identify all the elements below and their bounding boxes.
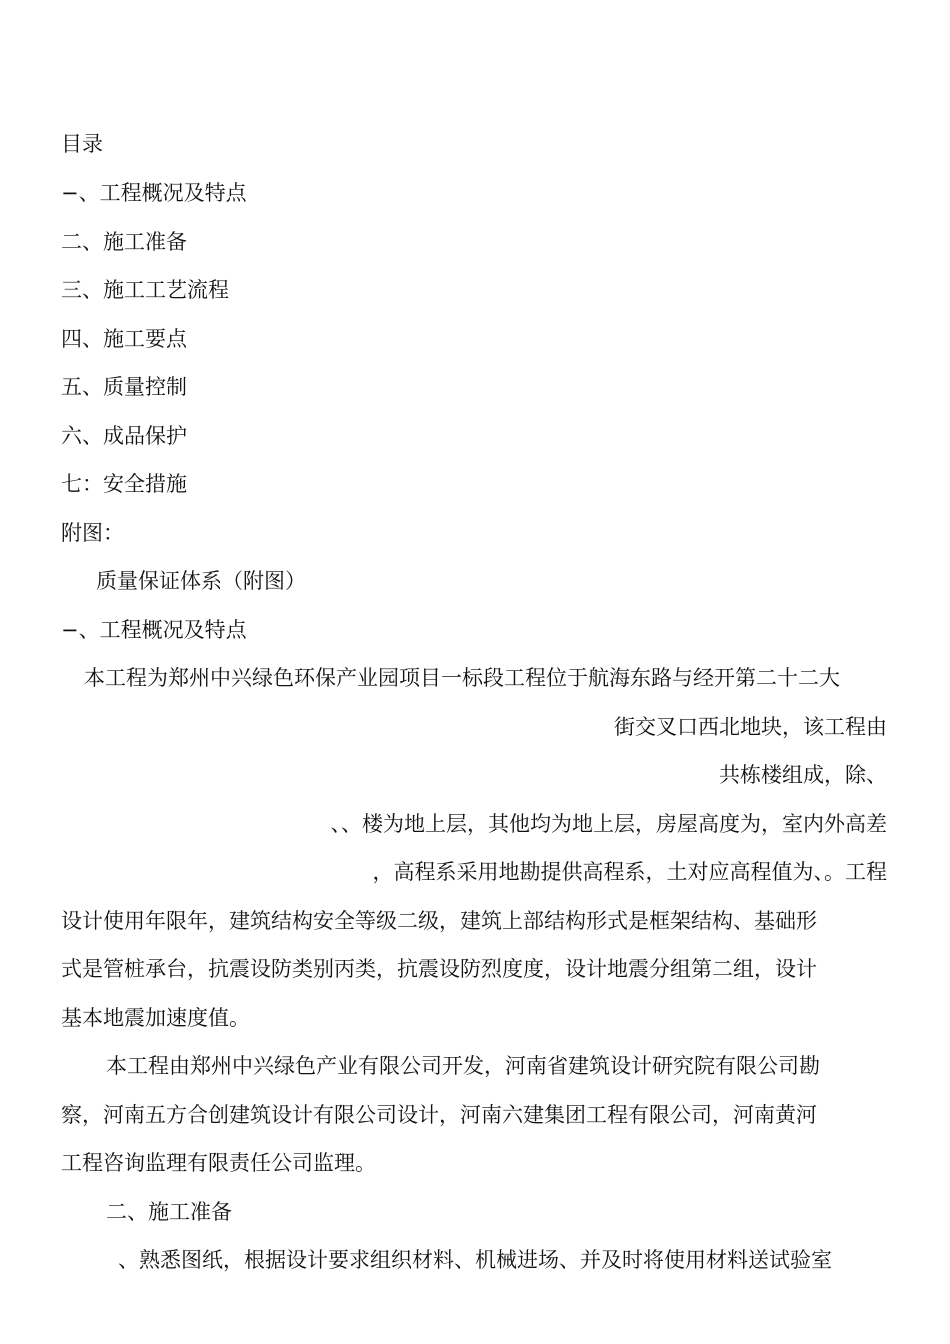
paragraph-line: 设计使用年限年，建筑结构安全等级二级，建筑上部结构形式是框架结构、基础形 xyxy=(61,909,817,933)
paragraph-line: 共栋楼组成，除、 xyxy=(719,763,887,787)
paragraph-line: ，高程系采用地勘提供高程系，土对应高程值为、。工程 xyxy=(372,860,887,884)
toc-title: 目录 xyxy=(61,132,103,156)
appendix-item: 质量保证体系（附图） xyxy=(96,569,306,593)
toc-item: 七：安全措施 xyxy=(61,472,187,496)
toc-item: 二、施工准备 xyxy=(61,230,187,254)
paragraph-line: 街交叉口西北地块，该工程由 xyxy=(614,715,887,739)
paragraph-line: 工程咨询监理有限责任公司监理。 xyxy=(61,1151,376,1175)
paragraph-line: 本工程为郑州中兴绿色环保产业园项目一标段工程位于航海东路与经开第二十二大 xyxy=(84,666,840,690)
paragraph-line: 基本地震加速度值。 xyxy=(61,1006,250,1030)
toc-item: 四、施工要点 xyxy=(61,327,187,351)
toc-item: −、工程概况及特点 xyxy=(61,181,247,205)
paragraph-line: 式是管桩承台，抗震设防类别丙类，抗震设防烈度度，设计地震分组第二组，设计 xyxy=(61,957,817,981)
toc-item: 六、成品保护 xyxy=(61,424,187,448)
paragraph-line: 、熟悉图纸，根据设计要求组织材料、机械进场、并及时将使用材料送试验室 xyxy=(118,1248,832,1272)
section-heading: −、工程概况及特点 xyxy=(61,618,247,642)
toc-item: 三、施工工艺流程 xyxy=(61,278,229,302)
paragraph-line: 本工程由郑州中兴绿色产业有限公司开发，河南省建筑设计研究院有限公司勘 xyxy=(106,1054,820,1078)
paragraph-line: 、、楼为地上层，其他均为地上层，房屋高度为，室内外高差 xyxy=(330,812,887,836)
appendix-label: 附图： xyxy=(61,521,124,545)
paragraph-line: 察，河南五方合创建筑设计有限公司设计，河南六建集团工程有限公司，河南黄河 xyxy=(61,1103,817,1127)
toc-item: 五、质量控制 xyxy=(61,375,187,399)
section-heading: 二、施工准备 xyxy=(106,1200,232,1224)
